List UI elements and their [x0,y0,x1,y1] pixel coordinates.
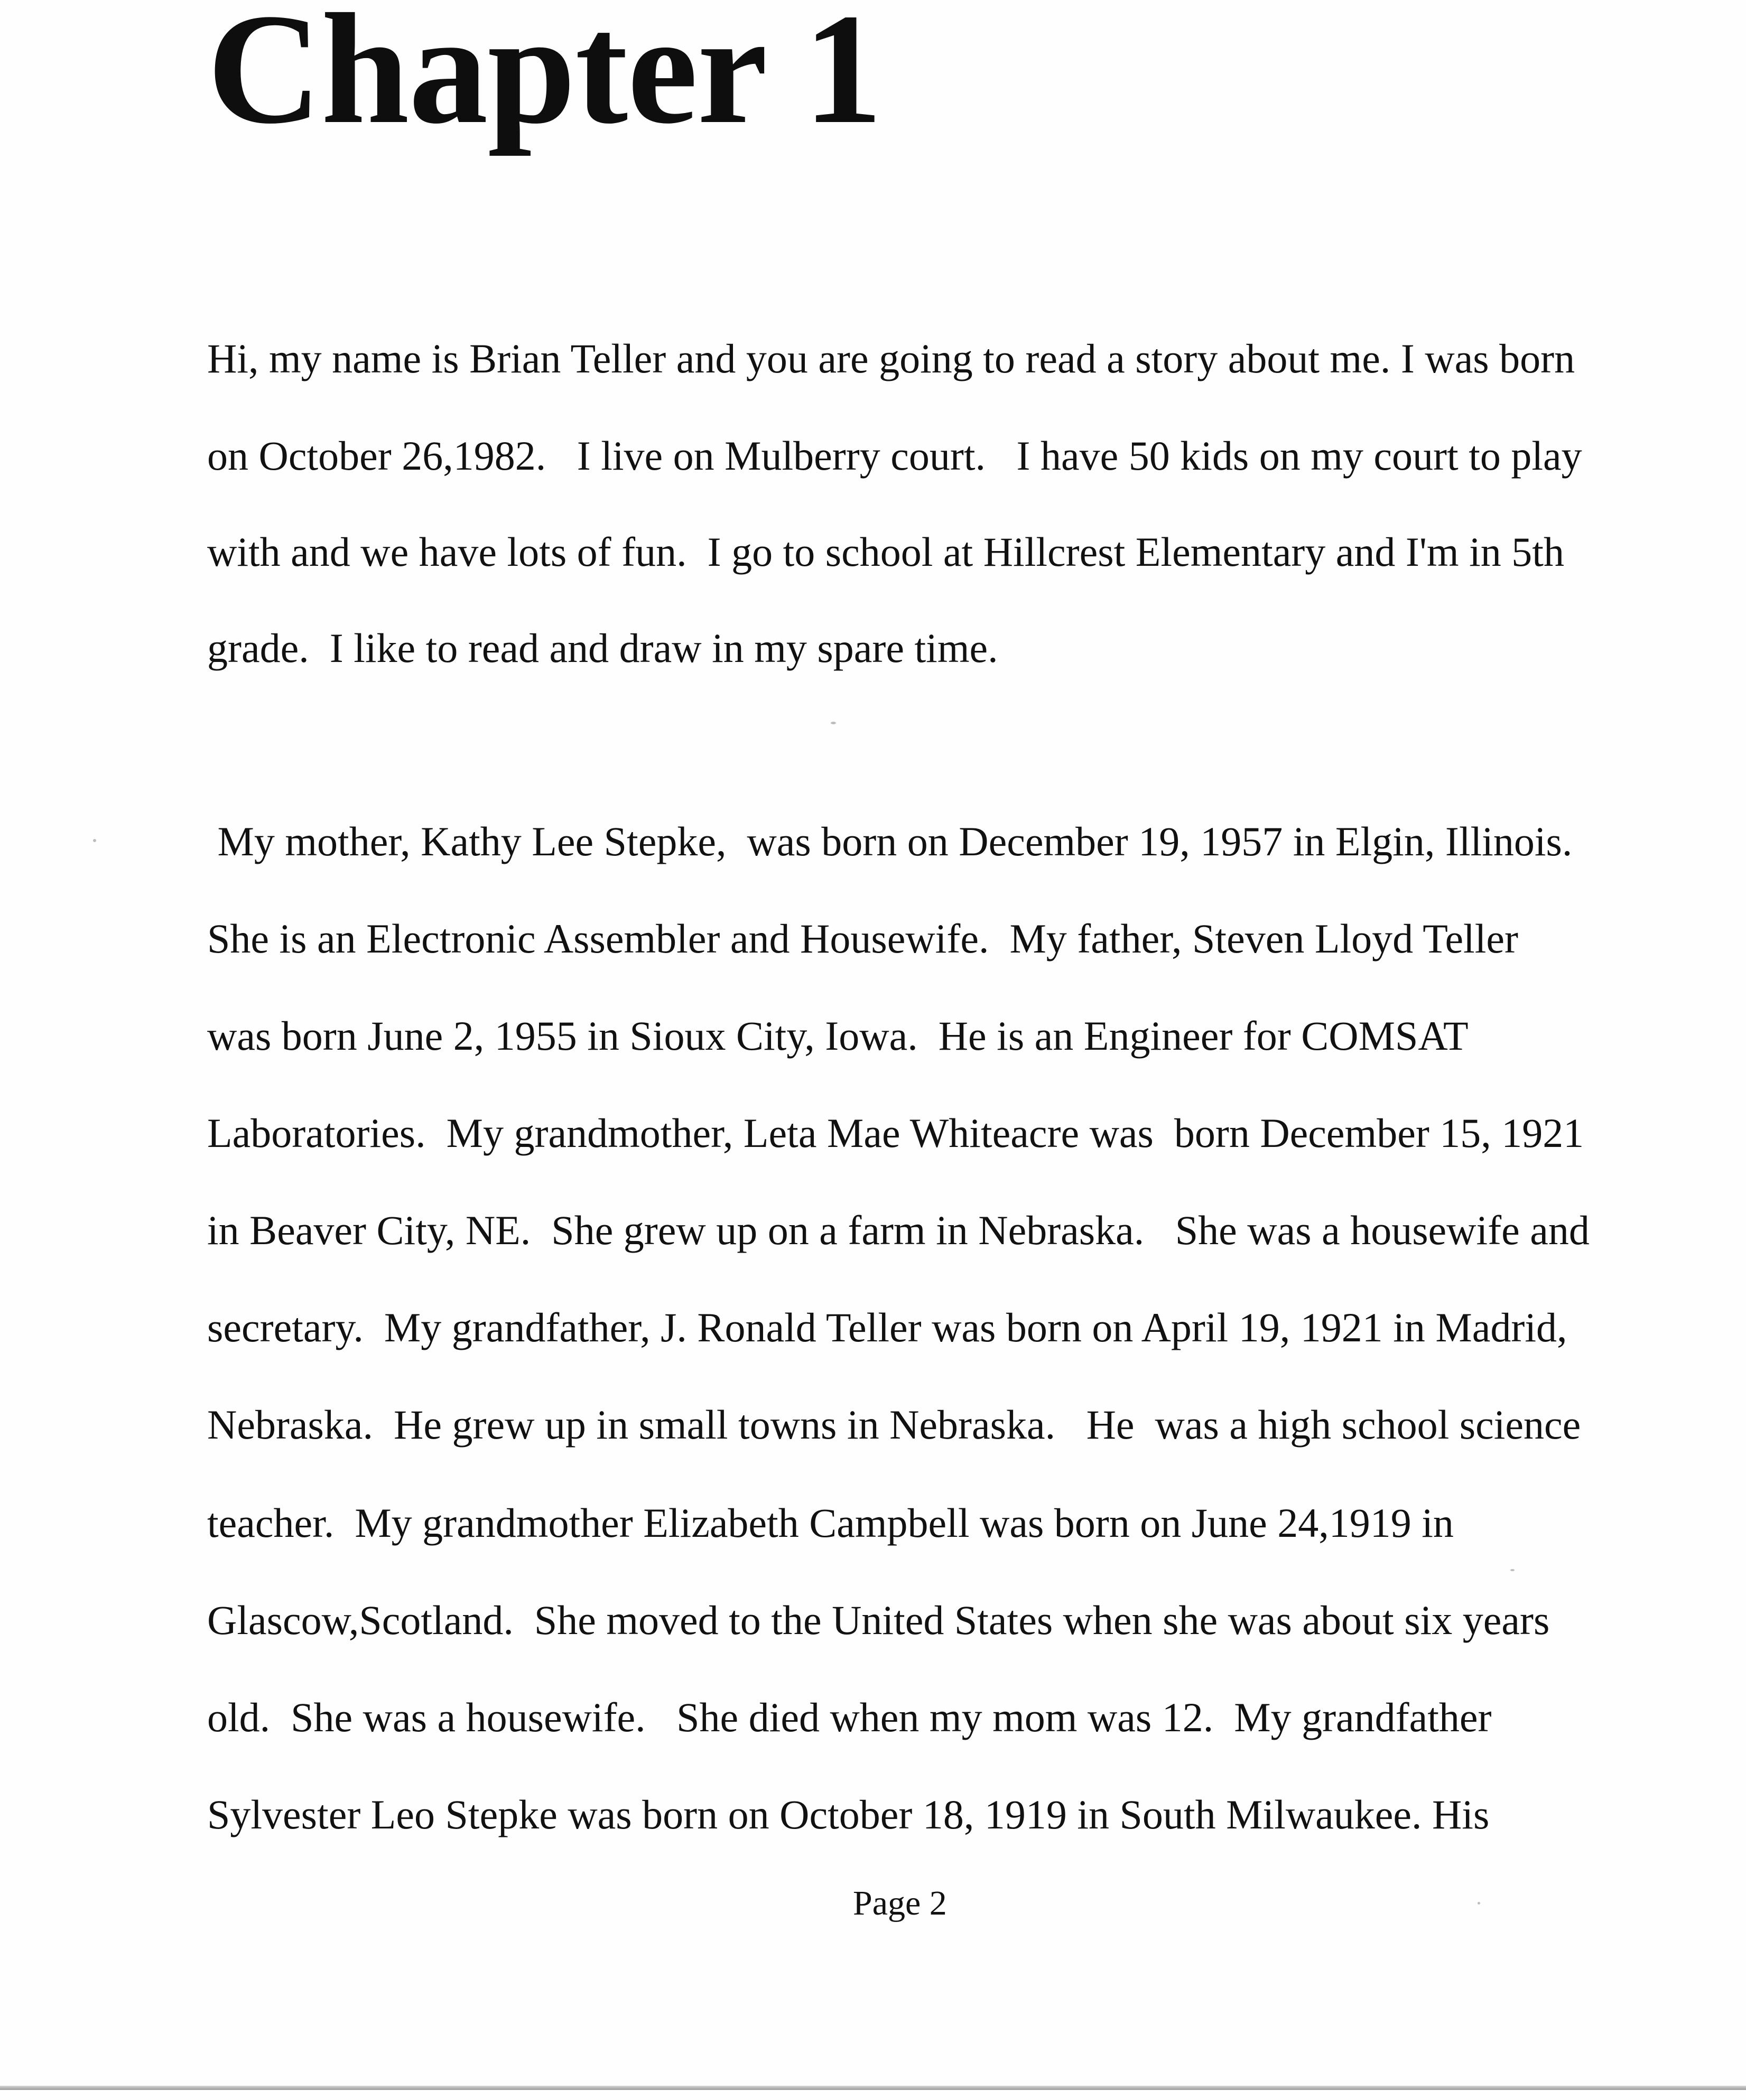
text-line: My mother, Kathy Lee Stepke, was born on December 19, 1957 in Elgin, Illinois. [207,818,1573,864]
text-line: grade. I like to read and draw in my spare time. [207,625,998,671]
text-line: secretary. My grandfather, J. Ronald Teller was born on April 19, 1921 in Madrid, [207,1304,1567,1350]
text-line: Glascow,Scotland. She moved to the United States when she was about six years [207,1597,1550,1643]
scan-speck [831,722,836,724]
text-line: Sylvester Leo Stepke was born on October 18, 1919 in South Milwaukee. His [207,1791,1490,1837]
text-line: She is an Electronic Assembler and Housewife. My father, Steven Lloyd Teller [207,916,1518,962]
text-line: teacher. My grandmother Elizabeth Campbell was born on June 24,1919 in [207,1500,1454,1546]
text-line: with and we have lots of fun. I go to school at Hillcrest Elementary and I'm in 5th [207,529,1564,575]
text-line: was born June 2, 1955 in Sioux City, Iowa. He is an Engineer for COMSAT [207,1013,1469,1059]
text-line: Hi, my name is Brian Teller and you are going to read a story about me. I was born [207,335,1575,381]
text-line: on October 26,1982. I live on Mulberry court. I have 50 kids on my court to play [207,433,1582,479]
scan-bottom-edge [0,2086,1746,2090]
page-number: Page 2 [853,1884,947,1922]
text-line: in Beaver City, NE. She grew up on a farm in Nebraska. She was a housewife and [207,1207,1590,1253]
scan-speck [1510,1569,1515,1571]
text-line: Nebraska. He grew up in small towns in Nebraska. He was a high school science [207,1402,1581,1448]
text-line: old. She was a housewife. She died when my mom was 12. My grandfather [207,1694,1492,1740]
scan-speck [1478,1902,1480,1905]
chapter-title: Chapter 1 [207,0,883,156]
text-line: Laboratories. My grandmother, Leta Mae Whiteacre was born December 15, 1921 [207,1110,1584,1156]
scan-speck [93,839,96,842]
